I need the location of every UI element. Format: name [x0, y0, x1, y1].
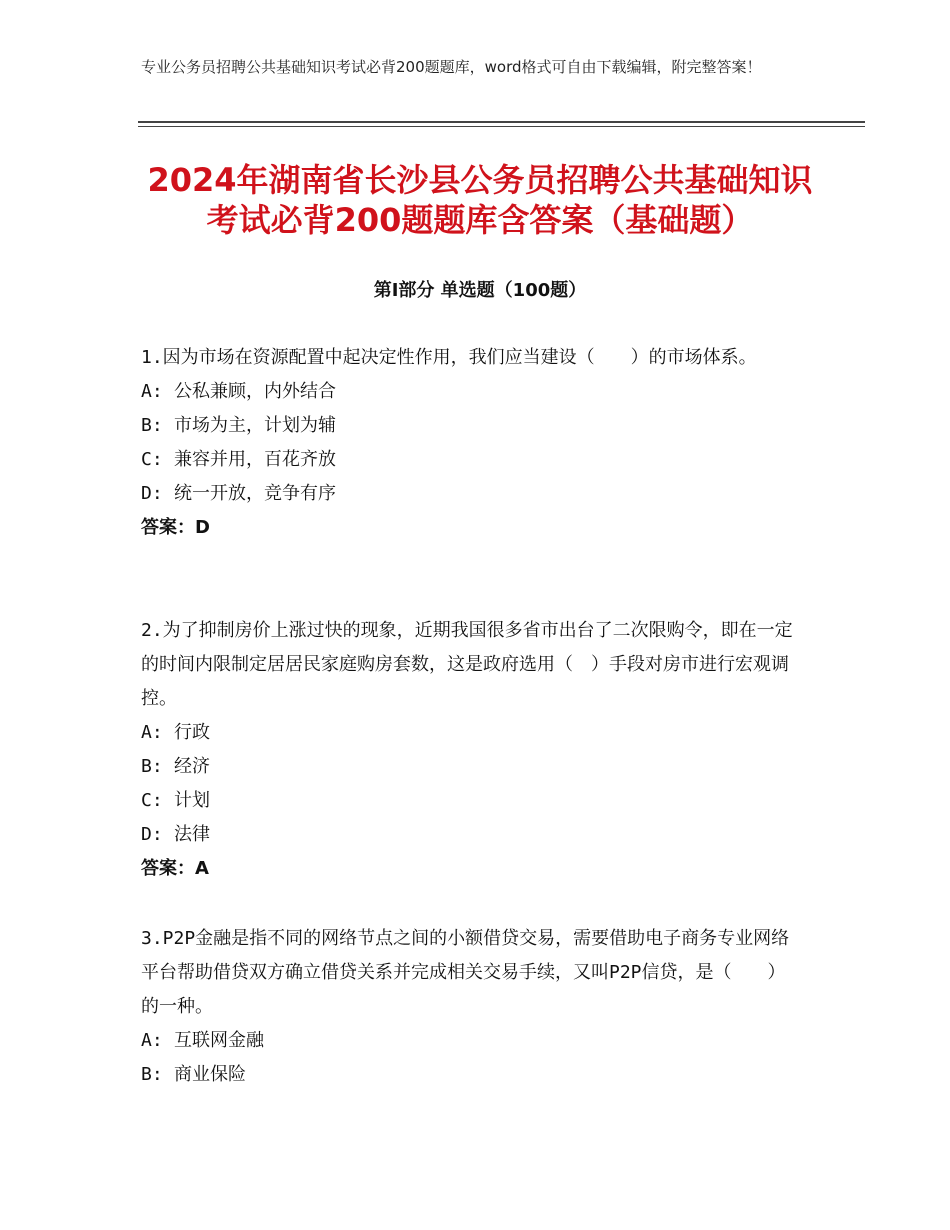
- answer-line: 答案：A: [141, 858, 209, 879]
- option-text: 兼容并用，百花齐放: [174, 449, 336, 470]
- option-key: C:: [141, 449, 163, 470]
- option-b: [141, 1058, 801, 1092]
- option-text: 行政: [174, 722, 210, 743]
- option-c: [141, 784, 801, 818]
- question-1: [141, 341, 801, 545]
- answer-line: 答案：D: [141, 517, 210, 538]
- question-stem: 2.为了抑制房价上涨过快的现象，近期我国很多省市出台了二次限购令，即在一定的时间内限制定居居民家庭购房套数，这是政府选用（ ）手段对房市进行宏观调控。: [141, 620, 793, 709]
- option-key: B:: [141, 756, 163, 777]
- option-b: [141, 750, 801, 784]
- option-text: 公私兼顾，内外结合: [174, 381, 336, 402]
- option-text: 法律: [174, 824, 210, 845]
- option-b: [141, 409, 801, 443]
- option-text: 计划: [174, 790, 210, 811]
- question-stem: 3.P2P金融是指不同的网络节点之间的小额借贷交易，需要借助电子商务专业网络平台帮助借贷双方确立借贷关系并完成相关交易手续，又叫P2P信贷，是（ ）的一种。: [141, 928, 790, 1017]
- document-title: 2024年湖南省长沙县公务员招聘公共基础知识考试必背200题题库含答案（基础题）: [147, 161, 813, 239]
- option-d: [141, 477, 801, 511]
- header-rule-thick: [138, 121, 865, 123]
- option-d: [141, 818, 801, 852]
- option-key: B:: [141, 1064, 163, 1085]
- option-a: [141, 375, 801, 409]
- question-stem: 1.因为市场在资源配置中起决定性作用，我们应当建设（ ）的市场体系。: [141, 347, 757, 368]
- option-text: 统一开放，竞争有序: [174, 483, 336, 504]
- option-text: 经济: [174, 756, 210, 777]
- option-key: D:: [141, 483, 163, 504]
- option-key: A:: [141, 722, 163, 743]
- option-text: 互联网金融: [174, 1030, 264, 1051]
- option-c: [141, 443, 801, 477]
- option-key: D:: [141, 824, 163, 845]
- option-key: B:: [141, 415, 163, 436]
- header-note: 专业公务员招聘公共基础知识考试必背200题题库，word格式可自由下载编辑，附完整答案！: [141, 58, 762, 76]
- option-key: C:: [141, 790, 163, 811]
- option-text: 商业保险: [174, 1064, 246, 1085]
- section-title: 第Ⅰ部分 单选题（100题）: [373, 280, 587, 301]
- question-2: [141, 614, 801, 886]
- question-3: [141, 922, 801, 1092]
- header-rule-thin: [138, 126, 865, 127]
- option-key: A:: [141, 381, 163, 402]
- option-text: 市场为主，计划为辅: [174, 415, 336, 436]
- option-a: [141, 1024, 801, 1058]
- option-key: A:: [141, 1030, 163, 1051]
- option-a: [141, 716, 801, 750]
